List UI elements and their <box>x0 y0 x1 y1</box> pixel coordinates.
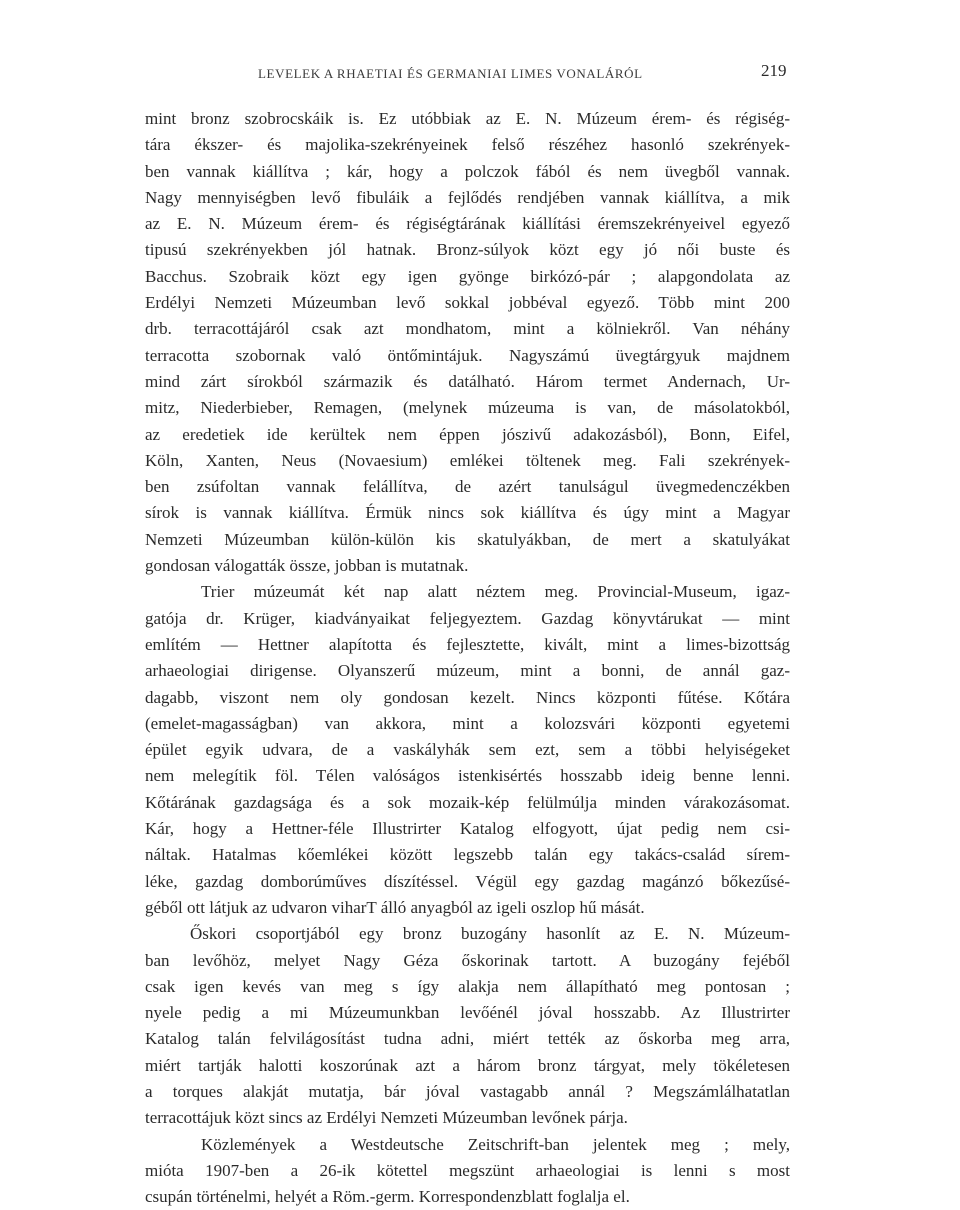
text-line: sírok is vannak kiállítva. Érmük nincs sok kiállítva és úgy mint a Magyar <box>145 503 790 523</box>
text-line: ben vannak kiállítva ; kár, hogy a polczok fából és nem üvegből vannak. <box>145 161 790 181</box>
text-line: Trier múzeumát két nap alatt néztem meg. Provincial-Museum, igaz- <box>201 582 790 602</box>
page-number: 219 <box>761 61 787 80</box>
text-line: gatója dr. Krüger, kiadványaikat feljegyeztem. Gazdag könyvtárukat — mint <box>145 608 790 628</box>
text-line: nem melegítik föl. Télen valóságos istenkisértés hosszabb ideig benne lenni. <box>145 766 790 786</box>
text-line: náltak. Hatalmas kőemlékei között legszebb talán egy takács-család sírem- <box>145 845 790 865</box>
text-line: mióta 1907-ben a 26-ik kötettel megszünt arhaeologiai is lenni s most <box>145 1160 790 1180</box>
text-line: mint bronz szobrocskáik is. Ez utóbbiak az E. N. Múzeum érem- és régiség- <box>145 109 790 128</box>
text-line: csak igen kevés van meg s így alakja nem állapítható meg pontosan ; <box>145 976 790 996</box>
text-line: csupán történelmi, helyét a Röm.-germ. Korrespondenzblatt foglalja el. <box>145 1187 630 1207</box>
text-line: az E. N. Múzeum érem- és régiségtárának kiállítási éremszekrényeivel egyező <box>145 214 790 234</box>
text-line: ban levőhöz, melyet Nagy Géza őskorinak tartott. A buzogány fejéből <box>145 950 790 970</box>
text-line: Kőtárának gazdagsága és a sok mozaik-kép felülmúlja minden várakozásomat. <box>145 792 790 812</box>
text-line: gondosan válogatták össze, jobban is mutatnak. <box>145 556 469 576</box>
text-line: tipusú szekrényekben jól hatnak. Bronz-súlyok közt egy jó női buste és <box>145 240 790 260</box>
text-line: (emelet-magasságban) van akkora, mint a kolozsvári központi egyetemi <box>145 713 790 733</box>
text-line: Nemzeti Múzeumban külön-külön kis skatulyákban, de mert a skatulyákat <box>145 529 790 549</box>
text-line: Őskori csoportjából egy bronz buzogány hasonlít az E. N. Múzeum- <box>190 924 790 944</box>
text-line: Közlemények a Westdeutsche Zeitschrift-ban jelentek meg ; mely, <box>201 1134 790 1154</box>
text-line: Erdélyi Nemzeti Múzeumban levő sokkal jobbéval egyező. Több mint 200 <box>145 293 790 313</box>
text-line: ben zsúfoltan vannak felállítva, de azért tanulságul üvegmedenczékben <box>145 477 790 497</box>
text-line: mitz, Niederbieber, Remagen, (melynek múzeuma is van, de másolatokból, <box>145 398 790 418</box>
text-line: arhaeologiai dirigense. Olyanszerű múzeum, mint a bonni, de annál gaz- <box>145 661 790 681</box>
text-line: épület egyik udvara, de a vaskályhák sem ezt, sem a többi helyiségeket <box>145 740 790 760</box>
text-line: Bacchus. Szobraik közt egy igen gyönge birkózó-pár ; alapgondolata az <box>145 266 790 286</box>
text-line: terracotta szobornak való öntőmintájuk. Nagyszámú üvegtárgyuk majdnem <box>145 345 790 365</box>
text-line: Katalog talán felvilágosítást tudna adni, miért tették az őskorba meg arra, <box>145 1029 790 1049</box>
text-line: géből ott látjuk az udvaron viharT álló anyagból az igeli oszlop hű mását. <box>145 897 645 917</box>
text-line: Nagy mennyiségben levő fibuláik a fejlődés rendjében vannak kiállítva, a mik <box>145 187 790 207</box>
text-line: az eredetiek ide kerültek nem éppen jószivű adakozásból), Bonn, Eifel, <box>145 424 790 444</box>
body-text <box>145 106 790 1210</box>
text-line: drb. terracottájáról csak azt mondhatom, mint a kölniekről. Van néhány <box>145 319 790 339</box>
text-line: dagabb, viszont nem oly gondosan kezelt. Nincs központi fűtése. Kőtára <box>145 687 790 707</box>
text-line: említém — Hettner alapította és fejlesztette, kivált, mint a limes-bizottság <box>145 634 790 654</box>
text-line: mind zárt sírokból származik és datálható. Három termet Andernach, Ur- <box>145 371 790 391</box>
text-line: léke, gazdag domborúműves díszítéssel. Végül egy gazdag magánzó bőkezűsé- <box>145 871 790 891</box>
text-line: Köln, Xanten, Neus (Novaesium) emlékei töltenek meg. Fali szekrények- <box>145 450 790 470</box>
text-line: miért tartják halotti koszorúnak azt a három bronz tárgyat, mely tökéletesen <box>145 1055 790 1075</box>
text-line: nyele pedig a mi Múzeumunkban levőénél jóval hosszabb. Az Illustrirter <box>145 1003 790 1023</box>
text-line: a torques alakját mutatja, bár jóval vastagabb annál ? Megszámlálhatatlan <box>145 1081 790 1101</box>
text-line: Kár, hogy a Hettner-féle Illustrirter Katalog elfogyott, újat pedig nem csi- <box>145 819 790 839</box>
text-line: terracottájuk közt sincs az Erdélyi Nemzeti Múzeumban levőnek párja. <box>145 1108 628 1128</box>
running-head: LEVELEK A RHAETIAI ÉS GERMANIAI LIMES VONALÁRÓL <box>258 66 643 81</box>
text-line: tára ékszer- és majolika-szekrényeinek felső részéhez hasonló szekrények- <box>145 135 790 155</box>
